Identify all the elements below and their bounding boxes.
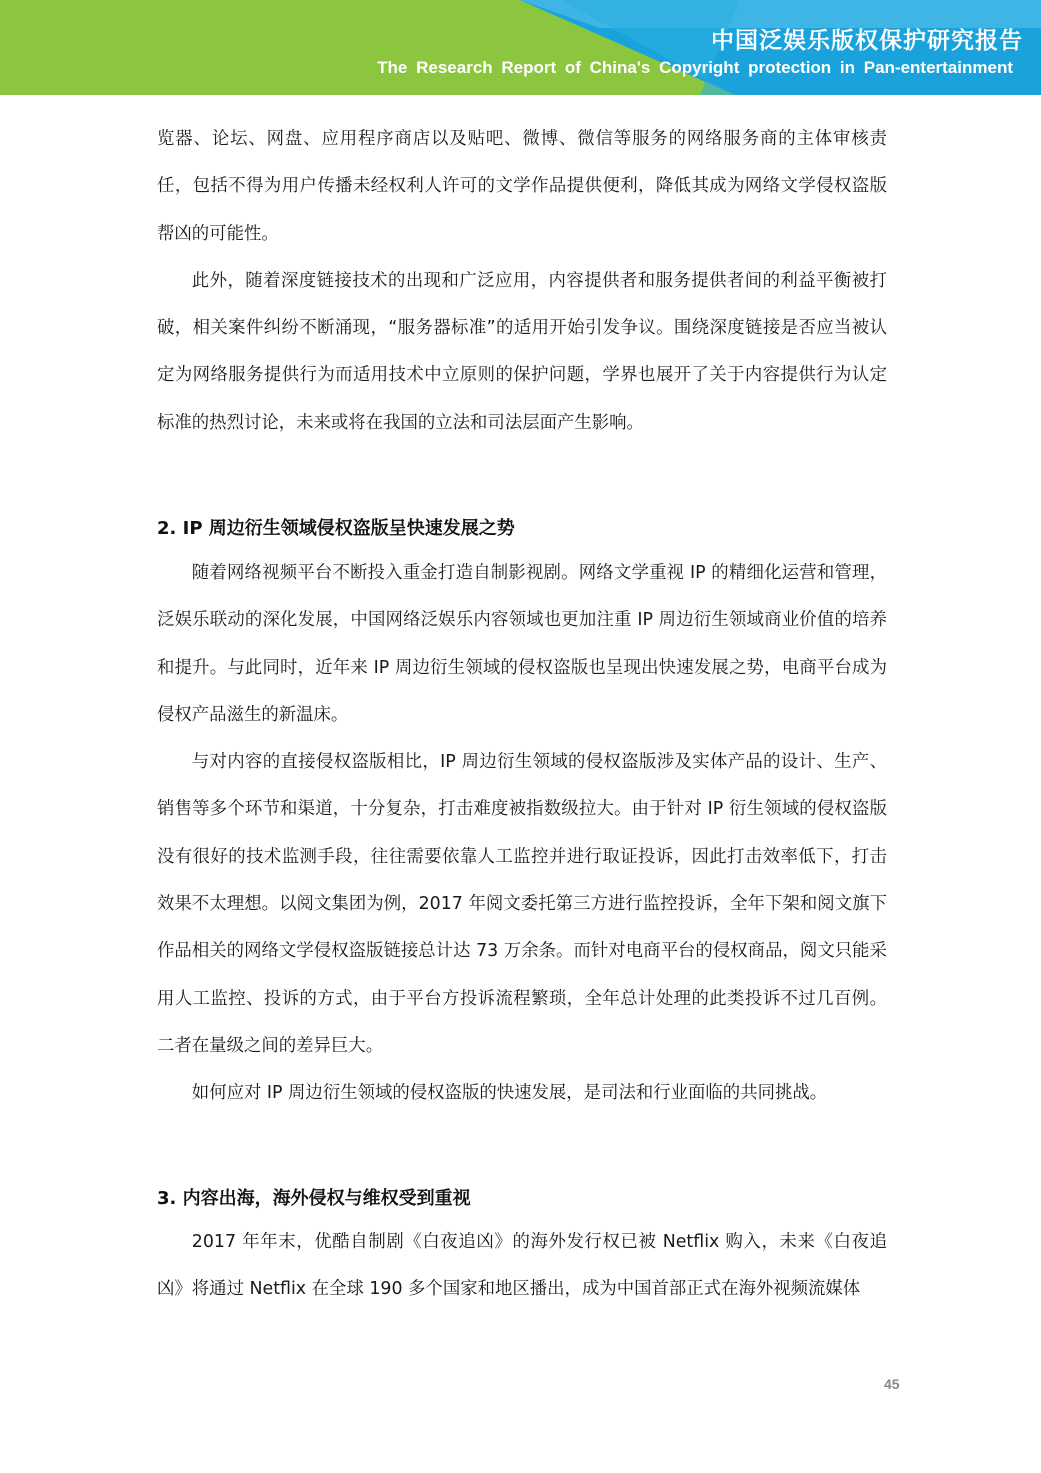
section-heading: 3. 内容出海，海外侵权与维权受到重视: [157, 1188, 471, 1209]
paragraph: 与对内容的直接侵权盗版相比，IP 周边衍生领域的侵权盗版涉及实体产品的设计、生产、销售等多个环节和渠道，十分复杂，打击难度被指数级拉大。由于针对 IP 衍生领域的侵权盗版没有很好的技术监测手段，往往需要依靠人工监控并进行取证投诉，因此打击效率低下，打击效果不太理想。以阅文集团为例，2017 年阅文委托第三方进行监控投诉，全年下架和阅文旗下作品相关的网络文学侵权盗版链接总计达 73 万余条。而针对电商平台的侵权商品，阅文只能采用人工监控、投诉的方式，由于平台方投诉流程繁琐，全年总计处理的此类投诉不过几百例。二者在量级之间的差异巨大。: [157, 752, 887, 1056]
section-heading: 2. IP 周边衍生领域侵权盗版呈快速发展之势: [157, 518, 515, 539]
paragraph: 此外，随着深度链接技术的出现和广泛应用，内容提供者和服务提供者间的利益平衡被打破，相关案件纠纷不断涌现，“服务器标准”的适用开始引发争议。围绕深度链接是否应当被认定为网络服务提供行为而适用技术中立原则的保护问题，学界也展开了关于内容提供行为认定标准的热烈讨论，未来或将在我国的立法和司法层面产生影响。: [157, 270, 887, 433]
paragraph: 如何应对 IP 周边衍生领域的侵权盗版的快速发展，是司法和行业面临的共同挑战。: [191, 1083, 828, 1104]
report-title-en: The Research Report of China's Copyright protection in Pan-entertainment: [377, 58, 1013, 77]
page-number: 45: [884, 1376, 900, 1392]
section2-block: [157, 550, 887, 1118]
intro-block: [157, 116, 887, 447]
paragraph: 览器、论坛、网盘、应用程序商店以及贴吧、微博、微信等服务的网络服务商的主体审核责任，包括不得为用户传播未经权利人许可的文学作品提供便利，降低其成为网络文学侵权盗版帮凶的可能性。: [157, 129, 887, 244]
paragraph: 随着网络视频平台不断投入重金打造自制影视剧。网络文学重视 IP 的精细化运营和管理，泛娱乐联动的深化发展，中国网络泛娱乐内容领域也更加注重 IP 周边衍生领域商业价值的培养和提升。与此同时，近年来 IP 周边衍生领域的侵权盗版也呈现出快速发展之势，电商平台成为侵权产品滋生的新温床。: [157, 563, 887, 725]
paragraph: 2017 年年末，优酷自制剧《白夜追凶》的海外发行权已被 Netflix 购入，未来《白夜追凶》将通过 Netflix 在全球 190 多个国家和地区播出，成为中国首部正式在海外视频流媒体: [157, 1232, 887, 1300]
section3-block: [157, 1219, 887, 1314]
report-title-cn: 中国泛娱乐版权保护研究报告: [711, 28, 1023, 54]
header-banner: [0, 0, 1041, 95]
